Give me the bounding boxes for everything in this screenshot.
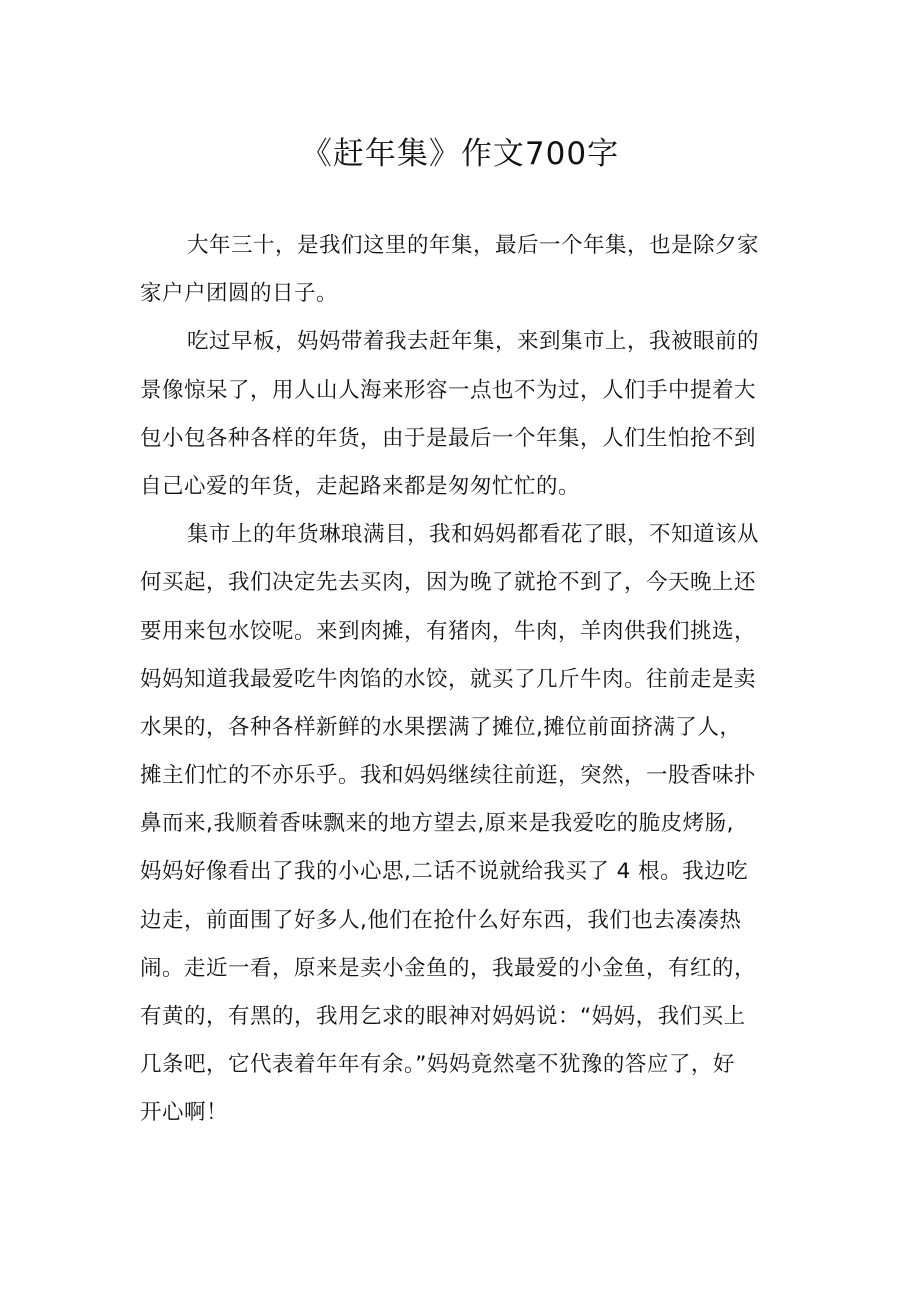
body-line: 家户户团圆的日子。 — [140, 281, 339, 307]
body-line: 妈妈知道我最爱吃牛肉馅的水饺，就买了几斤牛肉。往前走是卖 — [140, 666, 757, 692]
body-line: 开心啊！ — [140, 1100, 229, 1126]
body-line: 鼻而来,我顺着香味飘来的地方望去,原来是我爱吃的脆皮烤肠, — [140, 811, 735, 837]
body-line: 集市上的年货琳琅满目，我和妈妈都看花了眼，不知道该从 — [187, 522, 760, 548]
body-line: 自己心爱的年货，走起路来都是匆匆忙忙的。 — [140, 473, 581, 499]
body-line: 包小包各种各样的年货，由于是最后一个年集，人们生怕抢不到 — [140, 425, 757, 451]
body-line: 边走，前面围了好多人,他们在抢什么好东西，我们也去凑凑热 — [140, 907, 742, 933]
body-line: 大年三十，是我们这里的年集，最后一个年集，也是除夕家 — [187, 233, 760, 258]
body-line: 闹。走近一看，原来是卖小金鱼的，我最爱的小金鱼，有红的， — [140, 955, 757, 981]
body-line: 摊主们忙的不亦乐乎。我和妈妈继续往前逛，突然，一股香味扑 — [140, 763, 757, 789]
body-line: 妈妈好像看出了我的小心思,二话不说就给我买了 4 根。我边吃 — [140, 859, 749, 885]
body-line: 景像惊呆了，用人山人海来形容一点也不为过，人们手中提着大 — [140, 377, 757, 403]
body-line: 有黄的，有黑的，我用乞求的眼神对妈妈说：“妈妈，我们买上 — [140, 1004, 746, 1029]
body-line: 吃过早板，妈妈带着我去赶年集，来到集市上，我被眼前的 — [187, 329, 760, 355]
body-line: 何买起，我们决定先去买肉，因为晚了就抢不到了，今天晚上还 — [140, 570, 757, 596]
body-line: 几条吧，它代表着年年有余。”妈妈竟然毫不犹豫的答应了，好 — [140, 1052, 735, 1078]
document-title: 《赶年集》作文700字 — [300, 136, 620, 172]
body-line: 水果的，各种各样新鲜的水果摆满了摊位,摊位前面挤满了人， — [140, 714, 742, 740]
body-line: 要用来包水饺呢。来到肉摊，有猪肉，牛肉，羊肉供我们挑选， — [140, 618, 757, 644]
document-body — [140, 222, 784, 1138]
